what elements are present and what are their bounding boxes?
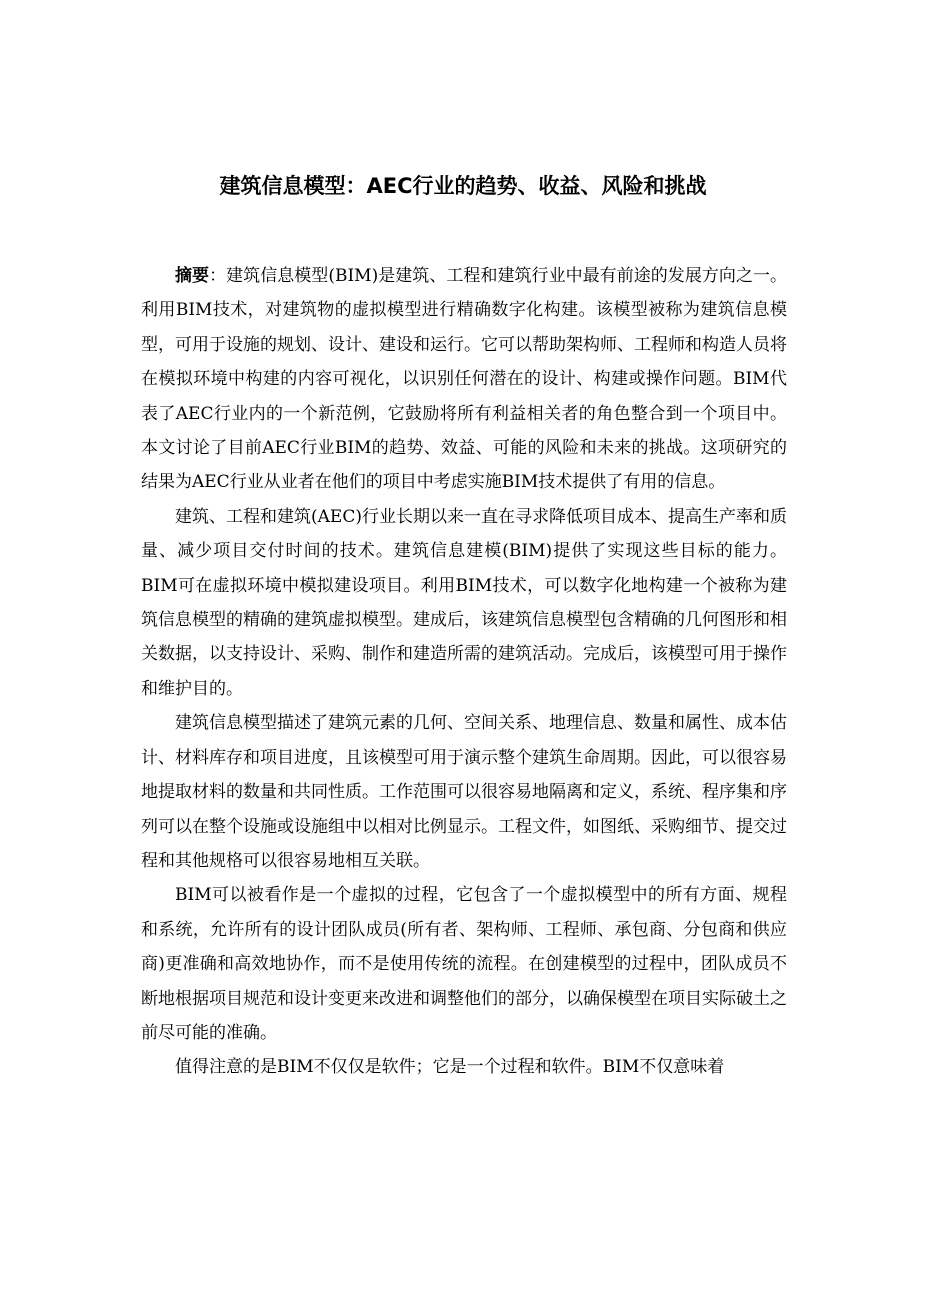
abstract-separator: ： bbox=[209, 266, 227, 286]
body-paragraph: BIM可以被看作是一个虚拟的过程，它包含了一个虚拟模型中的所有方面、规程和系统，允许所有的设计团队成员(所有者、架构师、工程师、承包商、分包商和供应商)更准确和高效地协作，而不是使用传统的流程。在创建模型的过程中，团队成员不断地根据项目规范和设计变更来改进和调整他们的部分，以确保模型在项目实际破土之前尽可能的准确。 bbox=[141, 885, 787, 1043]
body-paragraph: 建筑信息模型描述了建筑元素的几何、空间关系、地理信息、数量和属性、成本估计、材料库存和项目进度，且该模型可用于演示整个建筑生命周期。因此，可以很容易地提取材料的数量和共同性质。工作范围可以很容易地隔离和定义，系统、程序集和序列可以在整个设施或设施组中以相对比例显示。工程文件，如图纸、采购细节、提交过程和其他规格可以很容易地相互关联。 bbox=[141, 713, 787, 871]
page-title: 建筑信息模型：AEC行业的趋势、收益、风险和挑战 bbox=[219, 174, 707, 198]
document-body bbox=[141, 259, 787, 1085]
abstract-label: 摘要 bbox=[175, 266, 210, 286]
body-paragraph: 值得注意的是BIM不仅仅是软件；它是一个过程和软件。BIM不仅意味着 bbox=[175, 1057, 725, 1078]
abstract-paragraph bbox=[141, 259, 787, 500]
abstract-text: 建筑信息模型(BIM)是建筑、工程和建筑行业中最有前途的发展方向之一。利用BIM技术，对建筑物的虚拟模型进行精确数字化构建。该模型被称为建筑信息模型，可用于设施的规划、设计、建设和运行。它可以帮助架构师、工程师和构造人员将在模拟环境中构建的内容可视化，以识别任何潜在的设计、构建或操作问题。BIM代表了AEC行业内的一个新范例，它鼓励将所有利益相关者的角色整合到一个项目中。本文讨论了目前AEC行业BIM的趋势、效益、可能的风险和未来的挑战。这项研究的结果为AEC行业从业者在他们的项目中考虑实施BIM技术提供了有用的信息。 bbox=[141, 266, 788, 493]
body-paragraph: 建筑、工程和建筑(AEC)行业长期以来一直在寻求降低项目成本、提高生产率和质量、减少项目交付时间的技术。建筑信息建模(BIM)提供了实现这些目标的能力。BIM可在虚拟环境中模拟建设项目。利用BIM技术，可以数字化地构建一个被称为建筑信息模型的精确的建筑虚拟模型。建成后，该建筑信息模型包含精确的几何图形和相关数据，以支持设计、采购、制作和建造所需的建筑活动。完成后，该模型可用于操作和维护目的。 bbox=[141, 506, 787, 699]
